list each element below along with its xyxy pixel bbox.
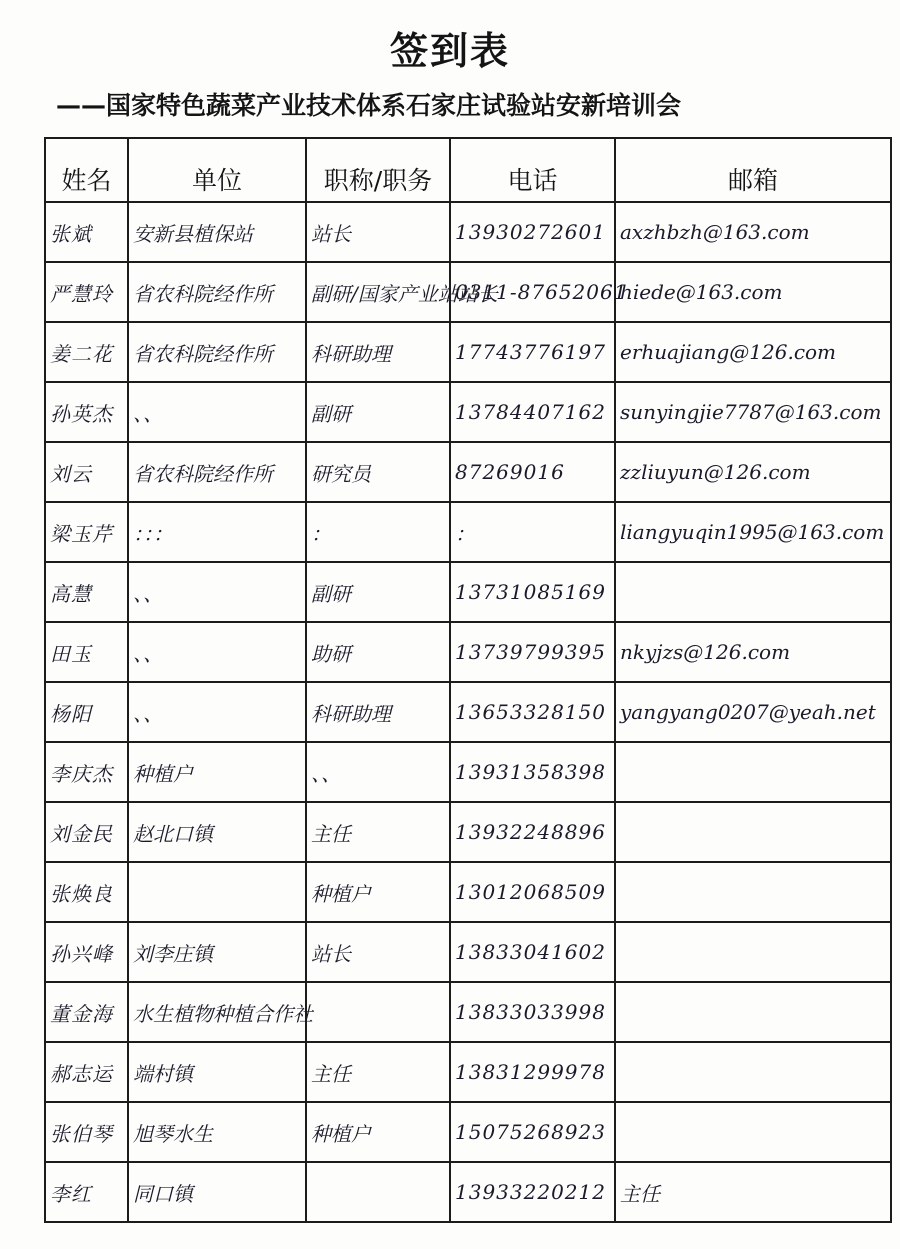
- cell-phone: 13831299978: [450, 1042, 615, 1102]
- cell-email: [615, 742, 891, 802]
- cell-title: 站长: [306, 202, 450, 262]
- cell-email: liangyuqin1995@163.com: [615, 502, 891, 562]
- column-header-phone: 电话: [450, 138, 615, 202]
- cell-name: 田玉: [45, 622, 128, 682]
- cell-title: 副研: [306, 562, 450, 622]
- table-row: [45, 502, 891, 562]
- table-row: [45, 862, 891, 922]
- cell-phone: 13833033998: [450, 982, 615, 1042]
- cell-title: 副研: [306, 382, 450, 442]
- cell-email: [615, 802, 891, 862]
- cell-email: sunyingjie7787@163.com: [615, 382, 891, 442]
- cell-name: 郝志运: [45, 1042, 128, 1102]
- cell-title: 站长: [306, 922, 450, 982]
- cell-unit: 安新县植保站: [128, 202, 306, 262]
- cell-email: hiede@163.com: [615, 262, 891, 322]
- cell-unit: 赵北口镇: [128, 802, 306, 862]
- cell-unit: 、、: [128, 622, 306, 682]
- cell-name: 刘金民: [45, 802, 128, 862]
- table-row: [45, 802, 891, 862]
- cell-name: 梁玉芹: [45, 502, 128, 562]
- table-row: [45, 442, 891, 502]
- signin-table: [44, 137, 892, 1223]
- cell-email: axzhbzh@163.com: [615, 202, 891, 262]
- cell-email: zzliuyun@126.com: [615, 442, 891, 502]
- table-row: [45, 982, 891, 1042]
- cell-name: 杨阳: [45, 682, 128, 742]
- cell-name: 严慧玲: [45, 262, 128, 322]
- cell-title: [306, 1162, 450, 1222]
- cell-title: 、、: [306, 742, 450, 802]
- cell-name: 张斌: [45, 202, 128, 262]
- cell-title: 主任: [306, 802, 450, 862]
- cell-title: [306, 982, 450, 1042]
- cell-unit: 省农科院经作所: [128, 262, 306, 322]
- cell-unit: [128, 862, 306, 922]
- page-title: 签到表: [389, 29, 510, 73]
- cell-phone: 13932248896: [450, 802, 615, 862]
- cell-name: 高慧: [45, 562, 128, 622]
- page-subtitle: ——国家特色蔬菜产业技术体系石家庄试验站安新培训会: [56, 91, 682, 120]
- cell-phone: 15075268923: [450, 1102, 615, 1162]
- cell-email: [615, 1102, 891, 1162]
- cell-email: [615, 562, 891, 622]
- table-row: [45, 382, 891, 442]
- cell-phone: 13931358398: [450, 742, 615, 802]
- cell-title: 种植户: [306, 862, 450, 922]
- cell-email: [615, 1042, 891, 1102]
- table-row: [45, 562, 891, 622]
- table-row: [45, 262, 891, 322]
- cell-title: 主任: [306, 1042, 450, 1102]
- cell-phone: 13731085169: [450, 562, 615, 622]
- cell-phone: 13933220212: [450, 1162, 615, 1222]
- cell-email: 主任: [615, 1162, 891, 1222]
- cell-name: 张焕良: [45, 862, 128, 922]
- cell-title: 科研助理: [306, 322, 450, 382]
- cell-unit: 省农科院经作所: [128, 442, 306, 502]
- cell-unit: 、、: [128, 682, 306, 742]
- cell-phone: 17743776197: [450, 322, 615, 382]
- column-header-unit: 单位: [128, 138, 306, 202]
- cell-phone: 0311-87652061: [450, 262, 615, 322]
- cell-phone: 13653328150: [450, 682, 615, 742]
- table-row: [45, 1102, 891, 1162]
- cell-unit: ：：：: [128, 502, 306, 562]
- cell-phone: 87269016: [450, 442, 615, 502]
- table-body: [45, 202, 891, 1222]
- cell-phone: ：: [450, 502, 615, 562]
- cell-unit: 、、: [128, 382, 306, 442]
- cell-name: 孙英杰: [45, 382, 128, 442]
- table-row: [45, 322, 891, 382]
- cell-title: ：: [306, 502, 450, 562]
- cell-name: 李红: [45, 1162, 128, 1222]
- cell-unit: 省农科院经作所: [128, 322, 306, 382]
- cell-title: 助研: [306, 622, 450, 682]
- table-row: [45, 682, 891, 742]
- cell-name: 刘云: [45, 442, 128, 502]
- cell-unit: 旭琴水生: [128, 1102, 306, 1162]
- table-row: [45, 1162, 891, 1222]
- cell-unit: 水生植物种植合作社: [128, 982, 306, 1042]
- cell-phone: 13833041602: [450, 922, 615, 982]
- cell-email: [615, 922, 891, 982]
- cell-phone: 13012068509: [450, 862, 615, 922]
- table-row: [45, 1042, 891, 1102]
- cell-name: 孙兴峰: [45, 922, 128, 982]
- cell-email: erhuajiang@126.com: [615, 322, 891, 382]
- column-header-email: 邮箱: [615, 138, 891, 202]
- cell-email: nkyjzs@126.com: [615, 622, 891, 682]
- cell-unit: 同口镇: [128, 1162, 306, 1222]
- table-row: [45, 202, 891, 262]
- cell-name: 姜二花: [45, 322, 128, 382]
- column-header-title: 职称/职务: [306, 138, 450, 202]
- cell-title: 副研/国家产业站站长: [306, 262, 450, 322]
- column-header-name: 姓名: [45, 138, 128, 202]
- cell-title: 种植户: [306, 1102, 450, 1162]
- cell-email: [615, 862, 891, 922]
- table-row: [45, 622, 891, 682]
- cell-unit: 刘李庄镇: [128, 922, 306, 982]
- cell-phone: 13784407162: [450, 382, 615, 442]
- cell-email: [615, 982, 891, 1042]
- table-row: [45, 922, 891, 982]
- table-row: [45, 742, 891, 802]
- cell-unit: 端村镇: [128, 1042, 306, 1102]
- cell-name: 张伯琴: [45, 1102, 128, 1162]
- cell-title: 科研助理: [306, 682, 450, 742]
- cell-phone: 13739799395: [450, 622, 615, 682]
- cell-email: yangyang0207@yeah.net: [615, 682, 891, 742]
- cell-phone: 13930272601: [450, 202, 615, 262]
- cell-unit: 、、: [128, 562, 306, 622]
- cell-unit: 种植户: [128, 742, 306, 802]
- cell-title: 研究员: [306, 442, 450, 502]
- cell-name: 董金海: [45, 982, 128, 1042]
- cell-name: 李庆杰: [45, 742, 128, 802]
- table-header-row: [45, 138, 891, 202]
